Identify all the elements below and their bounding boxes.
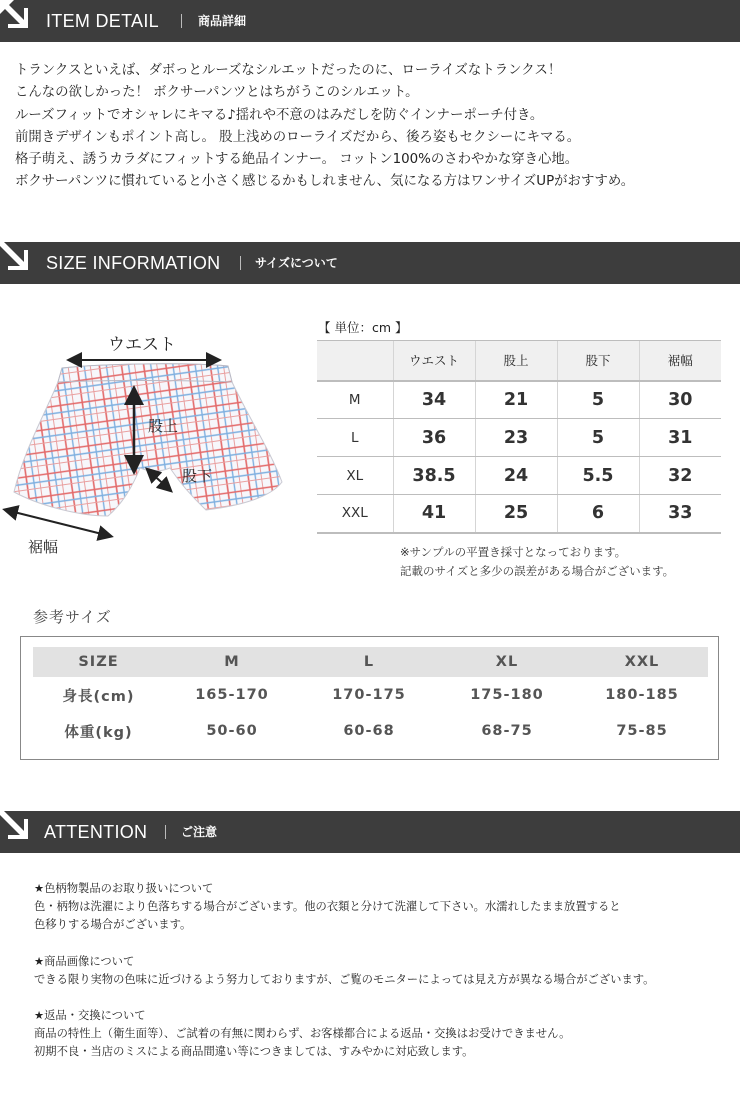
attention-line: 色・柄物は洗濯により色落ちする場合がございます。他の衣類と分けて洗濯して下さい。水濡れしたまま放置すると [34, 900, 621, 914]
attention-block [34, 880, 724, 935]
note-line: 記載のサイズと多少の誤差がある場合がございます。 [400, 564, 675, 578]
table-cell: 50-60 [206, 723, 258, 739]
section-title-en: SIZE INFORMATION [46, 253, 221, 273]
title-divider [240, 256, 241, 270]
section-title-jp: サイズについて [255, 256, 338, 270]
table-row [33, 713, 708, 749]
table-cell: 23 [475, 419, 557, 457]
attention-heading: ★返品・交換について [34, 1009, 146, 1023]
rise-label: 股上 [148, 417, 179, 435]
table-header: XL [438, 647, 576, 677]
table-row [317, 495, 721, 533]
table-cell: 41 [393, 495, 475, 533]
trunks-illustration [0, 320, 300, 570]
size-label: XXL [317, 495, 393, 533]
item-description [15, 60, 730, 194]
attention-line: 色移りする場合がございます。 [34, 918, 192, 932]
section-header-size-information [0, 242, 740, 284]
attention-block [34, 1007, 724, 1062]
section-title-jp: ご注意 [181, 825, 218, 839]
size-label: L [317, 419, 393, 457]
corner-arrow-icon [0, 811, 28, 839]
attention-line: 初期不良・当店のミスによる商品間違い等につきましては、すみやかに対応致します。 [34, 1045, 474, 1059]
table-cell: 21 [475, 381, 557, 419]
table-header: XXL [576, 647, 708, 677]
hem-label: 裾幅 [28, 538, 59, 556]
inseam-label: 股下 [182, 467, 213, 485]
measurement-note [400, 543, 674, 581]
table-header-row [317, 341, 721, 381]
attention-heading: ★色柄物製品のお取り扱いについて [34, 882, 214, 895]
table-cell: 68-75 [481, 723, 533, 739]
table-cell: 24 [475, 457, 557, 495]
table-cell: 31 [639, 419, 721, 457]
note-line: ※サンプルの平置き採寸となっております。 [400, 545, 627, 559]
row-label: 身長(cm) [62, 688, 135, 705]
table-cell: 30 [639, 381, 721, 419]
attention-line: できる限り実物の色味に近づけるよう努力しておりますが、ご覧のモニターによっては見え方が異なる場合がございます。 [34, 972, 655, 986]
unit-note: 【 単位：cm 】 [318, 320, 408, 335]
description-line: ボクサーパンツに慣れていると小さく感じるかもしれません、気になる方はワンサイズUPがおすすめ。 [15, 174, 635, 190]
attention-heading: ★商品画像について [34, 954, 135, 968]
table-header [317, 341, 393, 381]
table-cell: 175-180 [470, 687, 544, 703]
size-label: M [317, 381, 393, 419]
table-header: 股上 [475, 341, 557, 381]
corner-arrow-icon [0, 0, 28, 28]
title-divider [165, 825, 166, 839]
table-cell: 75-85 [616, 723, 668, 739]
reference-size-table [33, 647, 708, 749]
reference-size-title: 参考サイズ [33, 608, 112, 626]
attention-notes [34, 880, 724, 1080]
table-cell: 5.5 [557, 457, 639, 495]
waist-label: ウエスト [108, 335, 176, 355]
section-header-attention [0, 811, 740, 853]
section-title-en: ATTENTION [44, 822, 148, 842]
table-header: L [300, 647, 438, 677]
row-label: 体重(kg) [64, 724, 133, 741]
table-cell: 33 [639, 495, 721, 533]
table-cell: 165-170 [195, 687, 269, 703]
size-table [317, 340, 721, 534]
table-header: 裾幅 [639, 341, 721, 381]
attention-line: 商品の特性上（衛生面等）、ご試着の有無に関わらず、お客様都合による返品・交換はお受けできません。 [34, 1027, 571, 1041]
table-cell: 60-68 [343, 723, 395, 739]
table-header: 股下 [557, 341, 639, 381]
table-cell: 34 [393, 381, 475, 419]
table-cell: 5 [557, 381, 639, 419]
reference-size-box [20, 636, 719, 760]
table-cell: 6 [557, 495, 639, 533]
table-cell: 180-185 [605, 687, 679, 703]
description-line: 格子萌え、誘うカラダにフィットする絶品インナー。 コットン100%のさわやかな穿き心地。 [15, 152, 579, 168]
table-row [317, 419, 721, 457]
section-header-item-detail [0, 0, 740, 42]
table-row [33, 677, 708, 713]
description-line: 前開きデザインもポイント高し。 股上浅めのローライズだから、後ろ姿もセクシーにキマる。 [15, 129, 581, 145]
table-header: M [164, 647, 300, 677]
title-divider [181, 14, 182, 28]
table-cell: 38.5 [393, 457, 475, 495]
measurement-diagram [0, 320, 300, 570]
description-line: トランクスといえば、ダボっとルーズなシルエットだったのに、ローライズなトランクス！ [15, 63, 562, 78]
table-cell: 5 [557, 419, 639, 457]
table-cell: 25 [475, 495, 557, 533]
description-line: こんなの欲しかった！ ボクサーパンツとはちがうこのシルエット。 [15, 85, 419, 101]
table-row [317, 381, 721, 419]
table-cell: 36 [393, 419, 475, 457]
table-cell: 170-175 [332, 687, 406, 703]
section-title-en: ITEM DETAIL [46, 11, 159, 31]
table-header: SIZE [33, 647, 164, 677]
table-cell: 32 [639, 457, 721, 495]
description-line: ルーズフィットでオシャレにキマる♪揺れや不意のはみだしを防ぐインナーポーチ付き。 [15, 107, 544, 123]
attention-block [34, 953, 724, 989]
table-header: ウエスト [393, 341, 475, 381]
table-header-row [33, 647, 708, 677]
size-label: XL [317, 457, 393, 495]
section-title-jp: 商品詳細 [198, 14, 247, 28]
corner-arrow-icon [0, 242, 28, 270]
table-row [317, 457, 721, 495]
